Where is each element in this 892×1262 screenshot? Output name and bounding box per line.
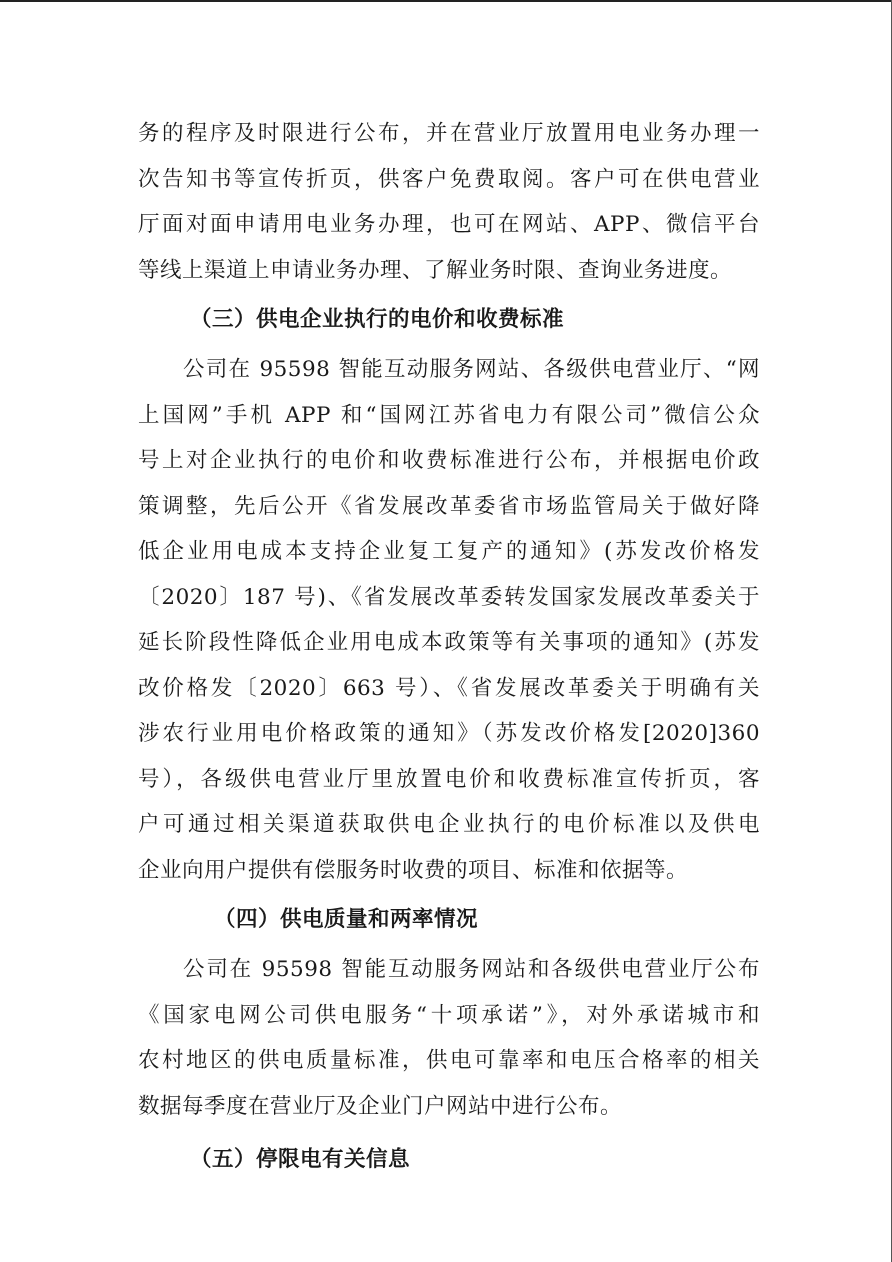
paragraph-line: 公司在 95598 智能互动服务网站和各级供电营业厅公布 xyxy=(183,957,760,982)
previous-section-continuation xyxy=(138,111,760,293)
paragraph-line: 公司在 95598 智能互动服务网站、各级供电营业厅、“网 xyxy=(183,357,760,382)
paragraph-line: 等线上渠道上申请业务办理、了解业务时限、查询业务进度。 xyxy=(138,257,733,283)
section-4-paragraph xyxy=(138,947,760,1129)
document-page xyxy=(138,111,760,1187)
paragraph-line: 务的程序及时限进行公布，并在营业厅放置用电业务办理一 xyxy=(138,121,760,146)
paragraph-line: 数据每季度在营业厅及企业门户网站中进行公布。 xyxy=(138,1093,623,1119)
section-heading-4: （四）供电质量和两率情况 xyxy=(214,907,479,932)
section-heading-5: （五）停限电有关信息 xyxy=(190,1147,411,1172)
section-3-paragraph xyxy=(138,347,760,893)
paragraph-line: 户可通过相关渠道获取供电企业执行的电价标准以及供电 xyxy=(138,812,760,837)
paragraph-line: 低企业用电成本支持企业复工复产的通知》(苏发改价格发 xyxy=(138,539,760,564)
paragraph-line: 厅面对面申请用电业务办理，也可在网站、APP、微信平台 xyxy=(138,212,760,237)
paragraph-line: 号），各级供电营业厅里放置电价和收费标准宣传折页，客 xyxy=(138,766,760,792)
paragraph-line: 改价格发〔2020〕663 号）、《省发展改革委关于明确有关 xyxy=(138,675,760,701)
paragraph-line: 《国家电网公司供电服务“十项承诺”》，对外承诺城市和 xyxy=(138,1002,760,1028)
paragraph-line: 次告知书等宣传折页，供客户免费取阅。客户可在供电营业 xyxy=(138,166,760,192)
section-heading-3: （三）供电企业执行的电价和收费标准 xyxy=(190,307,565,332)
top-border-line xyxy=(0,0,892,2)
paragraph-line: 上国网”手机 APP 和“国网江苏省电力有限公司”微信公众 xyxy=(138,402,760,428)
paragraph-line: 策调整，先后公开《省发展改革委省市场监管局关于做好降 xyxy=(138,493,760,519)
paragraph-line: 〔2020〕187 号)、《省发展改革委转发国家发展改革委关于 xyxy=(138,584,760,610)
paragraph-line: 号上对企业执行的电价和收费标准进行公布，并根据电价政 xyxy=(138,448,760,473)
paragraph-line: 涉农行业用电价格政策的通知》（苏发改价格发[2020]360 xyxy=(138,721,760,746)
paragraph-line: 农村地区的供电质量标准，供电可靠率和电压合格率的相关 xyxy=(138,1048,760,1073)
paragraph-line: 延长阶段性降低企业用电成本政策等有关事项的通知》(苏发 xyxy=(138,630,760,655)
paragraph-line: 企业向用户提供有偿服务时收费的项目、标准和依据等。 xyxy=(138,857,689,883)
